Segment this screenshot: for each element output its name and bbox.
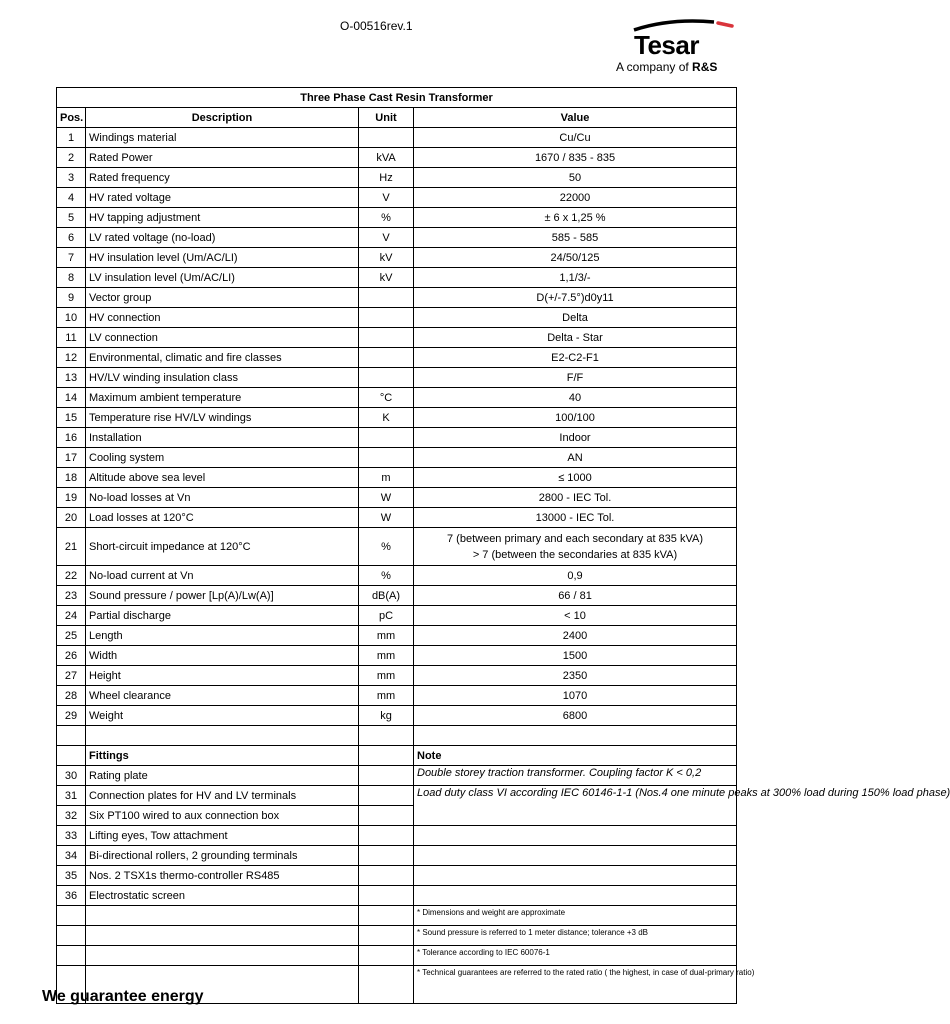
table-row [57,468,737,488]
row-value: 40 [414,388,737,408]
table-row [57,706,737,726]
table-row [57,388,737,408]
row-unit: dB(A) [359,586,414,606]
table-row [57,188,737,208]
row-pos: 7 [57,248,86,268]
row-unit: mm [359,686,414,706]
row-unit: Hz [359,168,414,188]
empty-cell [414,886,737,906]
row-pos: 32 [57,806,86,826]
row-pos: 13 [57,368,86,388]
row-description: Height [86,666,359,686]
row-description: Rating plate [86,766,359,786]
row-value: < 10 [414,606,737,626]
footnote-text: * Tolerance according to IEC 60076-1 [414,946,737,966]
row-description: Length [86,626,359,646]
logo-tagline: A company of R&S [616,60,718,74]
row-description: Sound pressure / power [Lp(A)/Lw(A)] [86,586,359,606]
col-header-unit: Unit [359,108,414,128]
spec-table [56,87,950,1004]
row-description: Cooling system [86,448,359,468]
footnote-row [57,946,737,966]
row-description: HV insulation level (Um/AC/LI) [86,248,359,268]
row-value: F/F [414,368,737,388]
row-pos: 25 [57,626,86,646]
row-description: Width [86,646,359,666]
row-unit: kg [359,706,414,726]
row-description: HV tapping adjustment [86,208,359,228]
row-unit: kV [359,268,414,288]
row-unit: W [359,488,414,508]
row-value: 1,1/3/- [414,268,737,288]
table-row [57,128,737,148]
table-row [57,168,737,188]
row-description: Vector group [86,288,359,308]
row-description: Environmental, climatic and fire classes [86,348,359,368]
row-pos: 6 [57,228,86,248]
row-pos: 14 [57,388,86,408]
logo-wordmark: Tesar [634,30,699,60]
row-pos: 36 [57,886,86,906]
table-row [57,686,737,706]
row-pos: 17 [57,448,86,468]
row-value: AN [414,448,737,468]
row-pos: 27 [57,666,86,686]
row-pos: 29 [57,706,86,726]
empty-cell [57,746,86,766]
row-value: 2400 [414,626,737,646]
empty-cell [359,866,414,886]
row-pos: 5 [57,208,86,228]
company-logo [612,16,742,80]
row-pos: 18 [57,468,86,488]
row-pos: 35 [57,866,86,886]
spacer-row [57,726,737,746]
row-unit [359,128,414,148]
row-unit: kV [359,248,414,268]
row-unit [359,308,414,328]
row-description: Windings material [86,128,359,148]
row-value: 24/50/125 [414,248,737,268]
empty-cell [86,906,359,926]
row-unit: kVA [359,148,414,168]
row-pos: 21 [57,528,86,566]
row-unit: V [359,228,414,248]
row-pos: 11 [57,328,86,348]
row-unit [359,288,414,308]
table-row [57,626,737,646]
empty-cell [414,846,737,866]
empty-cell [57,946,86,966]
table-row [57,666,737,686]
empty-cell [414,826,737,846]
empty-cell [359,826,414,846]
row-pos: 8 [57,268,86,288]
row-description: Six PT100 wired to aux connection box [86,806,359,826]
row-value: 13000 - IEC Tol. [414,508,737,528]
footnote-text: * Sound pressure is referred to 1 meter distance; tolerance +3 dB [414,926,737,946]
row-unit: % [359,566,414,586]
row-unit [359,368,414,388]
col-header-description: Description [86,108,359,128]
row-value: ± 6 x 1,25 % [414,208,737,228]
row-unit: % [359,208,414,228]
table-row [57,248,737,268]
row-description: LV insulation level (Um/AC/LI) [86,268,359,288]
row-pos: 1 [57,128,86,148]
row-pos: 4 [57,188,86,208]
row-description: Lifting eyes, Tow attachment [86,826,359,846]
row-description: Altitude above sea level [86,468,359,488]
empty-cell [359,806,414,826]
row-description: HV rated voltage [86,188,359,208]
row-unit [359,328,414,348]
note-header: Note [414,746,737,766]
row-description: Load losses at 120°C [86,508,359,528]
row-value: 0,9 [414,566,737,586]
table-row [57,228,737,248]
row-pos: 31 [57,786,86,806]
row-pos: 15 [57,408,86,428]
table-row [57,308,737,328]
row-value: 66 / 81 [414,586,737,606]
row-description: Partial discharge [86,606,359,626]
row-description: HV connection [86,308,359,328]
row-description: Short-circuit impedance at 120°C [86,528,359,566]
row-description: LV rated voltage (no-load) [86,228,359,248]
empty-cell [359,846,414,866]
row-description: No-load current at Vn [86,566,359,586]
row-description: Rated Power [86,148,359,168]
row-value: E2-C2-F1 [414,348,737,368]
row-unit: °C [359,388,414,408]
col-header-pos: Pos. [57,108,86,128]
empty-cell [359,906,414,926]
row-value: D(+/-7.5°)d0y11 [414,288,737,308]
row-value: 1500 [414,646,737,666]
row-description: Temperature rise HV/LV windings [86,408,359,428]
row-value: 50 [414,168,737,188]
empty-cell [57,926,86,946]
footer-slogan: We guarantee energy [42,988,204,1005]
empty-cell [86,946,359,966]
empty-cell [57,726,86,746]
table-row [57,448,737,468]
row-unit: K [359,408,414,428]
row-value: Delta [414,308,737,328]
row-description: Rated frequency [86,168,359,188]
note-text-1: Double storey traction transformer. Coupling factor K < 0,2 [414,766,737,786]
row-value: 6800 [414,706,737,726]
row-value: Delta - Star [414,328,737,348]
row-description: Connection plates for HV and LV terminals [86,786,359,806]
row-pos: 12 [57,348,86,368]
row-pos: 30 [57,766,86,786]
empty-cell [86,726,359,746]
row-value-line-2: > 7 (between the secondaries at 835 kVA) [472,548,678,561]
row-pos: 22 [57,566,86,586]
row-description: Bi-directional rollers, 2 grounding terminals [86,846,359,866]
table-row [57,646,737,666]
row-pos: 34 [57,846,86,866]
fitting-row [57,786,737,806]
row-pos: 33 [57,826,86,846]
row-value: Indoor [414,428,737,448]
row-unit [359,428,414,448]
row-pos: 3 [57,168,86,188]
row-description: Nos. 2 TSX1s thermo-controller RS485 [86,866,359,886]
row-value: 585 - 585 [414,228,737,248]
table-row [57,408,737,428]
document-number: O-00516rev.1 [340,19,413,33]
row-unit: m [359,468,414,488]
col-header-value: Value [414,108,737,128]
table-row [57,606,737,626]
empty-cell [359,746,414,766]
row-value: Cu/Cu [414,128,737,148]
table-row [57,348,737,368]
footnote-text: * Technical guarantees are referred to the rated ratio ( the highest, in case of dual-primary ratio) [414,966,737,1004]
row-unit: pC [359,606,414,626]
table-row [57,566,737,586]
row-description: Electrostatic screen [86,886,359,906]
row-unit: W [359,508,414,528]
empty-cell [359,766,414,786]
footnote-text: * Dimensions and weight are approximate [414,906,737,926]
row-pos: 24 [57,606,86,626]
empty-cell [414,866,737,886]
table-row [57,508,737,528]
footnote-row [57,906,737,926]
fitting-row [57,866,737,886]
row-unit: mm [359,626,414,646]
table-row [57,208,737,228]
row-pos: 16 [57,428,86,448]
table-row [57,528,737,566]
row-pos: 28 [57,686,86,706]
empty-cell [359,966,414,1004]
fitting-row [57,846,737,866]
table-row [57,368,737,388]
row-pos: 10 [57,308,86,328]
table-row [57,148,737,168]
row-value [414,528,737,566]
row-unit [359,448,414,468]
row-description: Wheel clearance [86,686,359,706]
fittings-header: Fittings [86,746,359,766]
fitting-row [57,886,737,906]
row-unit: mm [359,646,414,666]
table-row [57,428,737,448]
row-unit: % [359,528,414,566]
table-row [57,328,737,348]
empty-cell [359,886,414,906]
spec-rows [57,128,950,1004]
table-title: Three Phase Cast Resin Transformer [57,88,737,108]
row-unit: V [359,188,414,208]
row-description: Weight [86,706,359,726]
note-text-2: Load duty class VI according IEC 60146-1-1 (Nos.4 one minute peaks at 300% load during 150% load phase) [414,786,737,826]
row-description: LV connection [86,328,359,348]
row-value: 22000 [414,188,737,208]
table-row [57,488,737,508]
row-description: HV/LV winding insulation class [86,368,359,388]
table-row [57,268,737,288]
row-value-line-1: 7 (between primary and each secondary at 835 kVA) [447,532,703,545]
row-unit [359,348,414,368]
row-value: 2800 - IEC Tol. [414,488,737,508]
row-description: No-load losses at Vn [86,488,359,508]
row-value: ≤ 1000 [414,468,737,488]
row-pos: 19 [57,488,86,508]
fitting-row [57,766,737,786]
row-value: 1670 / 835 - 835 [414,148,737,168]
row-pos: 26 [57,646,86,666]
empty-cell [359,786,414,806]
empty-cell [86,926,359,946]
row-value: 2350 [414,666,737,686]
row-value: 100/100 [414,408,737,428]
row-pos: 2 [57,148,86,168]
footnote-row [57,926,737,946]
row-unit: mm [359,666,414,686]
row-pos: 23 [57,586,86,606]
table-row [57,288,737,308]
empty-cell [414,726,737,746]
empty-cell [359,946,414,966]
empty-cell [57,906,86,926]
row-pos: 20 [57,508,86,528]
empty-cell [359,726,414,746]
fitting-row [57,826,737,846]
fittings-header-row [57,746,737,766]
row-description: Maximum ambient temperature [86,388,359,408]
empty-cell [359,926,414,946]
table-row [57,586,737,606]
row-description: Installation [86,428,359,448]
row-value: 1070 [414,686,737,706]
row-pos: 9 [57,288,86,308]
